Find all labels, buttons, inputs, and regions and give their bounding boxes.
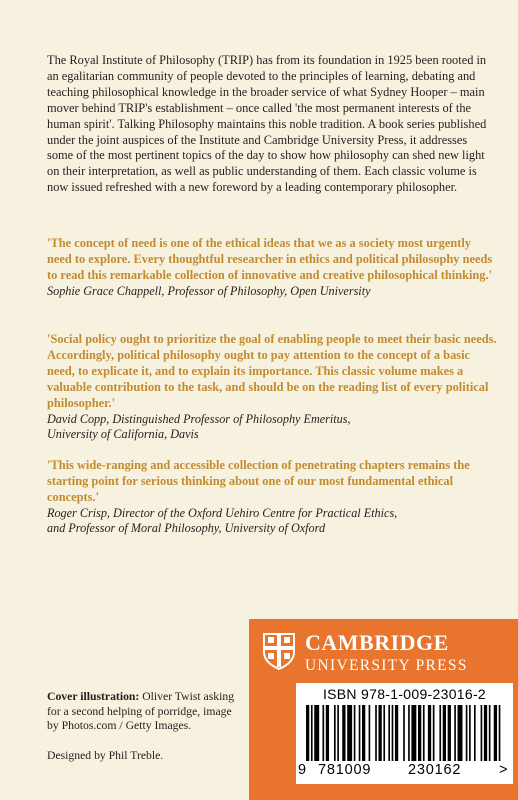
barcode-bars bbox=[306, 705, 502, 761]
quote-attribution: Roger Crisp, Director of the Oxford Uehiro Centre for Practical Ethics, bbox=[47, 505, 398, 520]
barcode-lead-digit: 9 bbox=[298, 762, 307, 778]
quote-text: 'Social policy ought to prioritize the goal of enabling people to meet their basic needs. Accordingly, political philosophy ought to pay attention to the concept of a basic need, to explicate it, and to explain its importance. This classic volume makes a valuable contribution to the task, and should be on the reading list of every political philosopher.' bbox=[47, 332, 497, 410]
credit-label: Cover illustration: bbox=[47, 690, 140, 703]
barcode-bar bbox=[466, 705, 468, 761]
barcode-bar bbox=[369, 705, 371, 761]
credit-text: Oliver Twist asking for a second helping of porridge, image by Photos.com / Getty Images. bbox=[47, 690, 235, 733]
barcode-bar bbox=[347, 705, 352, 761]
barcode-bar bbox=[388, 705, 390, 761]
barcode-bar bbox=[418, 705, 421, 761]
barcode-bar bbox=[342, 705, 345, 761]
barcode-bar bbox=[433, 705, 435, 761]
barcode-bar bbox=[469, 705, 471, 761]
endorsement-quote-3 bbox=[47, 458, 497, 537]
barcode-bar bbox=[337, 705, 339, 761]
barcode-bar bbox=[408, 705, 410, 761]
barcode-bar bbox=[439, 705, 441, 761]
quote-attribution: Sophie Grace Chappell, Professor of Philosophy, Open University bbox=[47, 283, 371, 298]
barcode-bar bbox=[359, 705, 361, 761]
barcode-bar bbox=[481, 705, 483, 761]
barcode-bar bbox=[311, 705, 313, 761]
barcode-bar bbox=[375, 705, 377, 761]
endorsement-quote-2 bbox=[47, 332, 497, 443]
quote-text: 'The concept of need is one of the ethical ideas that we as a society most urgently need to explore. Every thoughtful researcher in ethics and political philosophy needs to read this remarkable collection of innovative and creative philosophical thinking.' bbox=[47, 236, 493, 282]
barcode-bar bbox=[443, 705, 446, 761]
publisher-name: CAMBRIDGE bbox=[305, 630, 449, 655]
barcode-bar bbox=[489, 705, 491, 761]
barcode-bar bbox=[458, 705, 463, 761]
barcode-bar bbox=[322, 705, 324, 761]
barcode-group-1: 781009 bbox=[318, 762, 372, 778]
barcode-bar bbox=[383, 705, 385, 761]
barcode-bar bbox=[354, 705, 356, 761]
isbn-barcode bbox=[296, 683, 513, 784]
barcode-bar bbox=[411, 705, 416, 761]
barcode-bar bbox=[454, 705, 456, 761]
barcode-bar bbox=[484, 705, 487, 761]
publisher-subname: UNIVERSITY PRESS bbox=[305, 657, 468, 674]
barcode-bar bbox=[428, 705, 431, 761]
barcode-bar bbox=[326, 705, 329, 761]
cover-illustration-credit bbox=[47, 690, 237, 734]
barcode-bar bbox=[392, 705, 394, 761]
barcode-bar bbox=[403, 705, 405, 761]
series-description: The Royal Institute of Philosophy (TRIP) has from its foundation in 1925 been rooted in an egalitarian community of people devoted to the principles of learning, debating and teaching philosophical knowledge in the broader service of what Sydney Hooper – main mover behind TRIP's establishment – once called 'the most permanent interests of the human spirit'. Talking Philosophy maintains this noble tradition. A book series published under the joint auspices of the Institute and Cambridge University Press, it addresses some of the most pertinent topics of the day to show how philosophy can shed new light on their interpretation, as well as public understanding of them. Each classic volume is now issued refreshed with a new foreword by a leading contemporary philosopher. bbox=[47, 53, 487, 195]
designer-credit: Designed by Phil Treble. bbox=[47, 749, 164, 762]
barcode-bar bbox=[314, 705, 319, 761]
barcode-group-2: 230162 bbox=[408, 762, 462, 778]
quote-attribution-affiliation: and Professor of Moral Philosophy, University of Oxford bbox=[47, 521, 326, 536]
isbn-label: ISBN 978-1-009-23016-2 bbox=[322, 686, 487, 702]
barcode-bar bbox=[494, 705, 497, 761]
barcode-bar bbox=[474, 705, 476, 761]
barcode-bar bbox=[499, 705, 501, 761]
quote-text: 'This wide-ranging and accessible collection of penetrating chapters remains the starting point for serious thinking about one of our most fundamental ethical concepts.' bbox=[47, 458, 470, 504]
quote-attribution-affiliation: University of California, Davis bbox=[47, 427, 199, 442]
barcode-quiet-mark: > bbox=[499, 762, 509, 778]
quote-attribution: David Copp, Distinguished Professor of Philosophy Emeritus, bbox=[47, 411, 351, 426]
barcode-bar bbox=[306, 705, 309, 761]
barcode-bar bbox=[362, 705, 365, 761]
barcode-bar bbox=[334, 705, 336, 761]
barcode-bar bbox=[395, 705, 398, 761]
endorsement-quote-1 bbox=[47, 236, 497, 299]
barcode-bar bbox=[378, 705, 381, 761]
barcode-bar bbox=[448, 705, 451, 761]
barcode-bar bbox=[423, 705, 425, 761]
cambridge-shield-icon bbox=[262, 632, 296, 670]
